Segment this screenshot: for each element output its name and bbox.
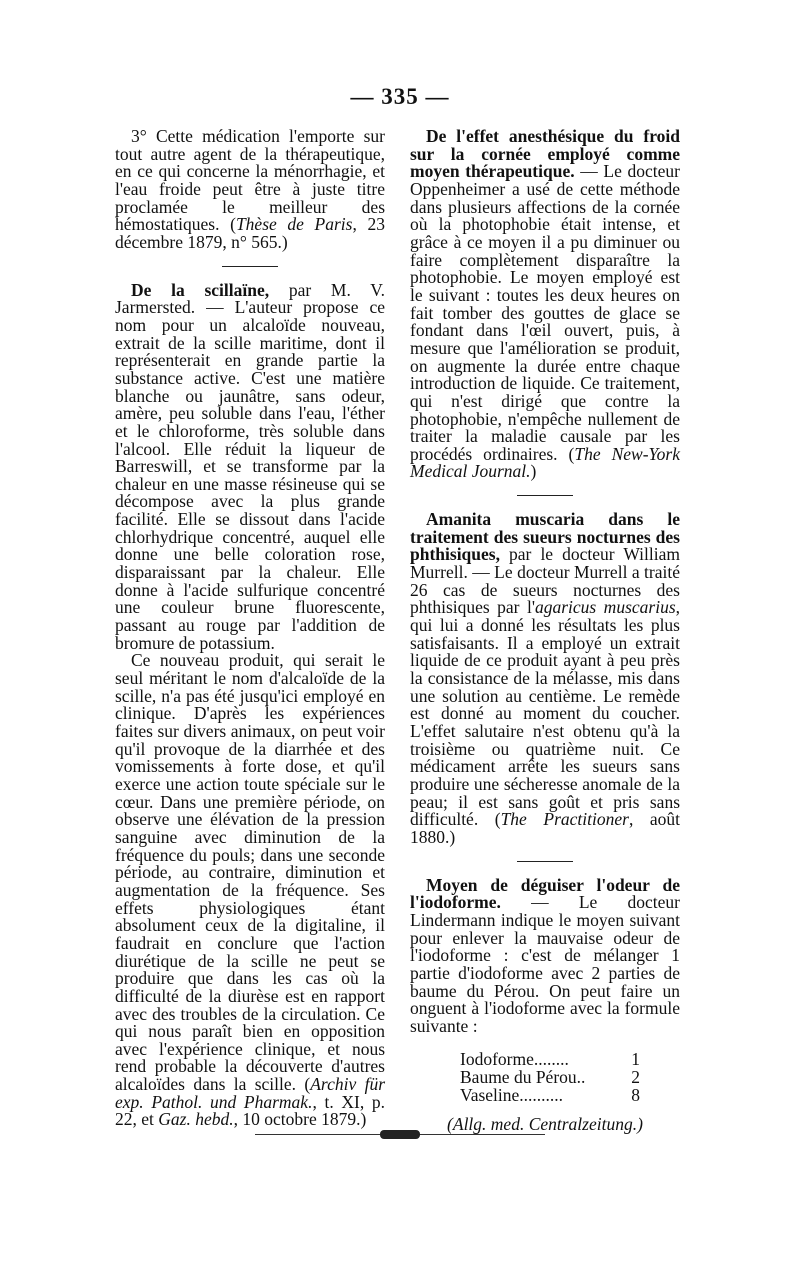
article-amanita: Amanita muscaria dans le traitement des sueurs nocturnes des phthisiques, par le docteur William Murrell. — Le docteur Murrell a traité 26 cas de sueurs nocturnes des phthisiques par l'agaricus muscarius, qui lui a donné les résultats les plus satisfaisants. Il a employé un extrait liquide de ce produit ayant à peu près la consistance de la mélasse, mis dans une solution au centième. Le remède est donné au moment du coucher. L'effet salutaire n'est obtenu qu'à la troisième ou quatrième nuit. Ce médicament arrête les sueurs sans produire une sécheresse anomale de la peau; il est sans goût et pris sans difficulté. (The Practitioner, août 1880.)	[410, 509, 681, 847]
article-scillaine: De la scillaïne, par M. V. Jarmersted. — L'auteur propose ce nom pour un alcaloïde nouveau, extrait de la scille maritime, dont il représenterait en grande partie la substance active. C'est une matière blanche ou jaunâtre, sans odeur, amère, peu soluble dans l'eau, l'éther et le chloroforme, très soluble dans l'alcool. Elle réduit la liqueur de Barreswill, et se transforme par la chaleur en une masse résineuse qui se décompose avec la plus grande facilité. Elle se dissout dans l'acide chlorhydrique concentré, auquel elle donne une belle coloration rose, disparaissant par la chaleur. Elle donne à l'acide sulfurique concentré une couleur brune fluorescente, passant au rouge par l'addition de bromure de potassium.	[115, 279, 385, 653]
formula-row: Iodoforme........ 1	[460, 1048, 640, 1069]
paragraph-conclusion: 3° Cette médication l'emporte sur tout autre agent de la thérapeutique, en ce qui concerne la ménorrhagie, et l'eau froide peut être à juste titre proclamée le meilleur des hémostatiques. (Thèse de Paris, 23 décembre 1879, n° 565.)	[115, 126, 385, 252]
section-separator	[517, 495, 573, 496]
left-column	[115, 128, 385, 1129]
article-title: Moyen de déguiser l'odeur de l'iodoforme.	[410, 874, 680, 913]
article-title: De l'effet anesthésique du froid sur la cornée employé comme moyen thérapeutique.	[410, 126, 680, 182]
formula-row: Baume du Pérou.. 2	[460, 1066, 640, 1087]
formula-row: Vaseline.......... 8	[460, 1084, 640, 1105]
page-number: — 335 —	[350, 84, 450, 109]
article-froid-cornee: De l'effet anesthésique du froid sur la cornée employé comme moyen thérapeutique. — Le docteur Oppenheimer a usé de cette méthode dans plusieurs affections de la cornée où la photophobie était intense, et grâce à ce moyen il a pu diminuer ou faire complètement disparaître la photophobie. Le moyen employé est le suivant : toutes les deux heures on fait tomber des gouttes de glace se fondant dans l'œil ouvert, puis, à mesure que l'amélioration se produit, on augmente la durée entre chaque introduction de liquide. Ce traitement, qui n'est dirigé que contre la photophobie, n'empêche nullement de traiter la maladie causale par les procédés ordinaires. (The New-York Medical Journal.)	[410, 126, 680, 482]
citation: (Allg. med. Centralzeitung.)	[447, 1113, 643, 1134]
article-scillaine-continued: Ce nouveau produit, qui serait le seul méritant le nom d'alcaloïde de la scille, n'a pas été jusqu'ici employé en clinique. D'après les expériences faites sur divers animaux, on peut voir qu'il provoque de la diarrhée et des vomissements à forte dose, et qu'il exerce une action toute spéciale sur le cœur. Dans une première période, on observe une élévation de la pression sanguine avec diminution de la fréquence du pouls; dans une seconde période, au contraire, diminution et augmentation de la fréquence. Ses effets physiologiques étant absolument ceux de la digitaline, il faudrait en conclure que l'action diurétique de la scille ne peut se produire que dans les cas où la difficulté de la diurèse est en rapport avec des troubles de la circulation. Ce qui nous paraît bien en opposition avec l'expérience clinique, et nous rend probable la découverte d'autres alcaloïdes dans la scille. (Archiv für exp. Pathol. und Pharmak., t. XI, p. 22, et Gaz. hebd., 10 octobre 1879.)	[115, 650, 386, 1130]
right-column	[410, 128, 680, 1133]
article-title: Amanita muscaria dans le traitement des sueurs nocturnes des phthisiques,	[410, 509, 680, 565]
article-iodoforme: Moyen de déguiser l'odeur de l'iodoforme. — Le docteur Lindermann indique le moyen suivant pour enlever la mauvaise odeur de l'iodoforme : c'est de mélanger 1 partie d'iodoforme avec 2 parties de baume du Pérou. On peut faire un onguent à l'iodoforme avec la formule suivante :	[410, 874, 680, 1036]
section-separator	[517, 861, 573, 862]
section-separator	[222, 266, 278, 267]
ornament-divider	[255, 1130, 545, 1140]
formula-table	[460, 1050, 640, 1104]
article-title: De la scillaïne,	[131, 279, 270, 300]
